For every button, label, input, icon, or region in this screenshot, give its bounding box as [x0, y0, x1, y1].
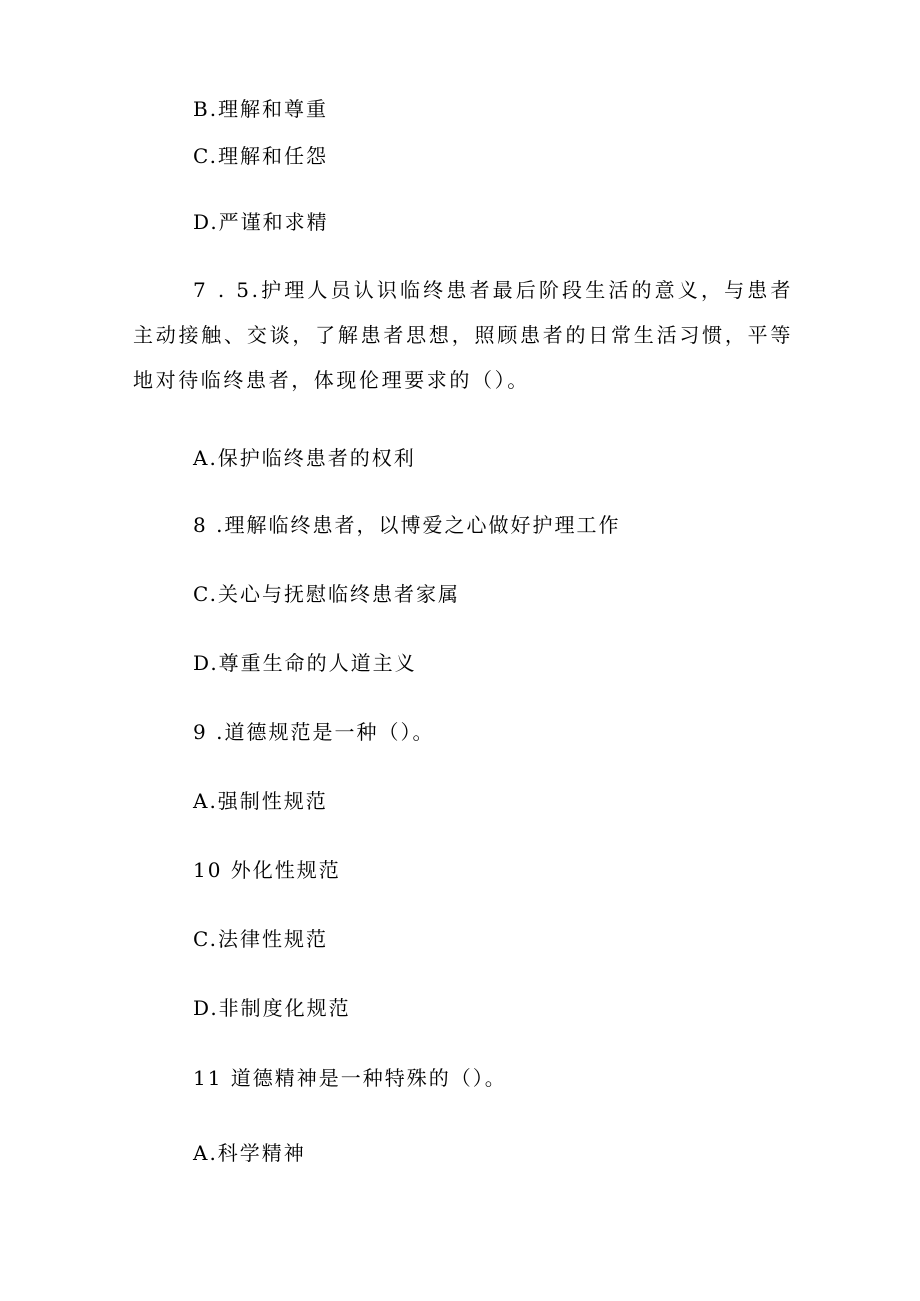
option-a-protect-rights: A.保护临终患者的权利 [193, 446, 416, 470]
option-c-care-family: C.关心与抚慰临终患者家属 [193, 582, 460, 606]
question-9-text: 9 .道德规范是一种（）。 [193, 720, 435, 744]
option-a-scientific-spirit: A.科学精神 [193, 1141, 306, 1165]
item-10-externalized-norm: 10 外化性规范 [193, 858, 341, 882]
option-c-legal-norm: C.法律性规范 [193, 927, 328, 951]
option-c-understanding-endurance: C.理解和任怨 [193, 144, 328, 168]
option-d-non-institutional-norm: D.非制度化规范 [193, 996, 351, 1020]
question-8-item: 8 .理解临终患者，以博爱之心做好护理工作 [193, 513, 621, 537]
option-d-humanitarianism: D.尊重生命的人道主义 [193, 651, 417, 675]
option-d-rigor-precision: D.严谨和求精 [193, 210, 329, 234]
question-11-text: 11 道德精神是一种特殊的（）。 [193, 1066, 507, 1090]
option-a-mandatory-norm: A.强制性规范 [193, 789, 328, 813]
question-7-text: 7 . 5.护理人员认识临终患者最后阶段生活的意义，与患者主动接触、交谈，了解患者思想，照顾患者的日常生活习惯，平等地对待临终患者，体现伦理要求的（）。 [133, 278, 793, 392]
option-b-understanding-respect: B.理解和尊重 [193, 97, 329, 121]
